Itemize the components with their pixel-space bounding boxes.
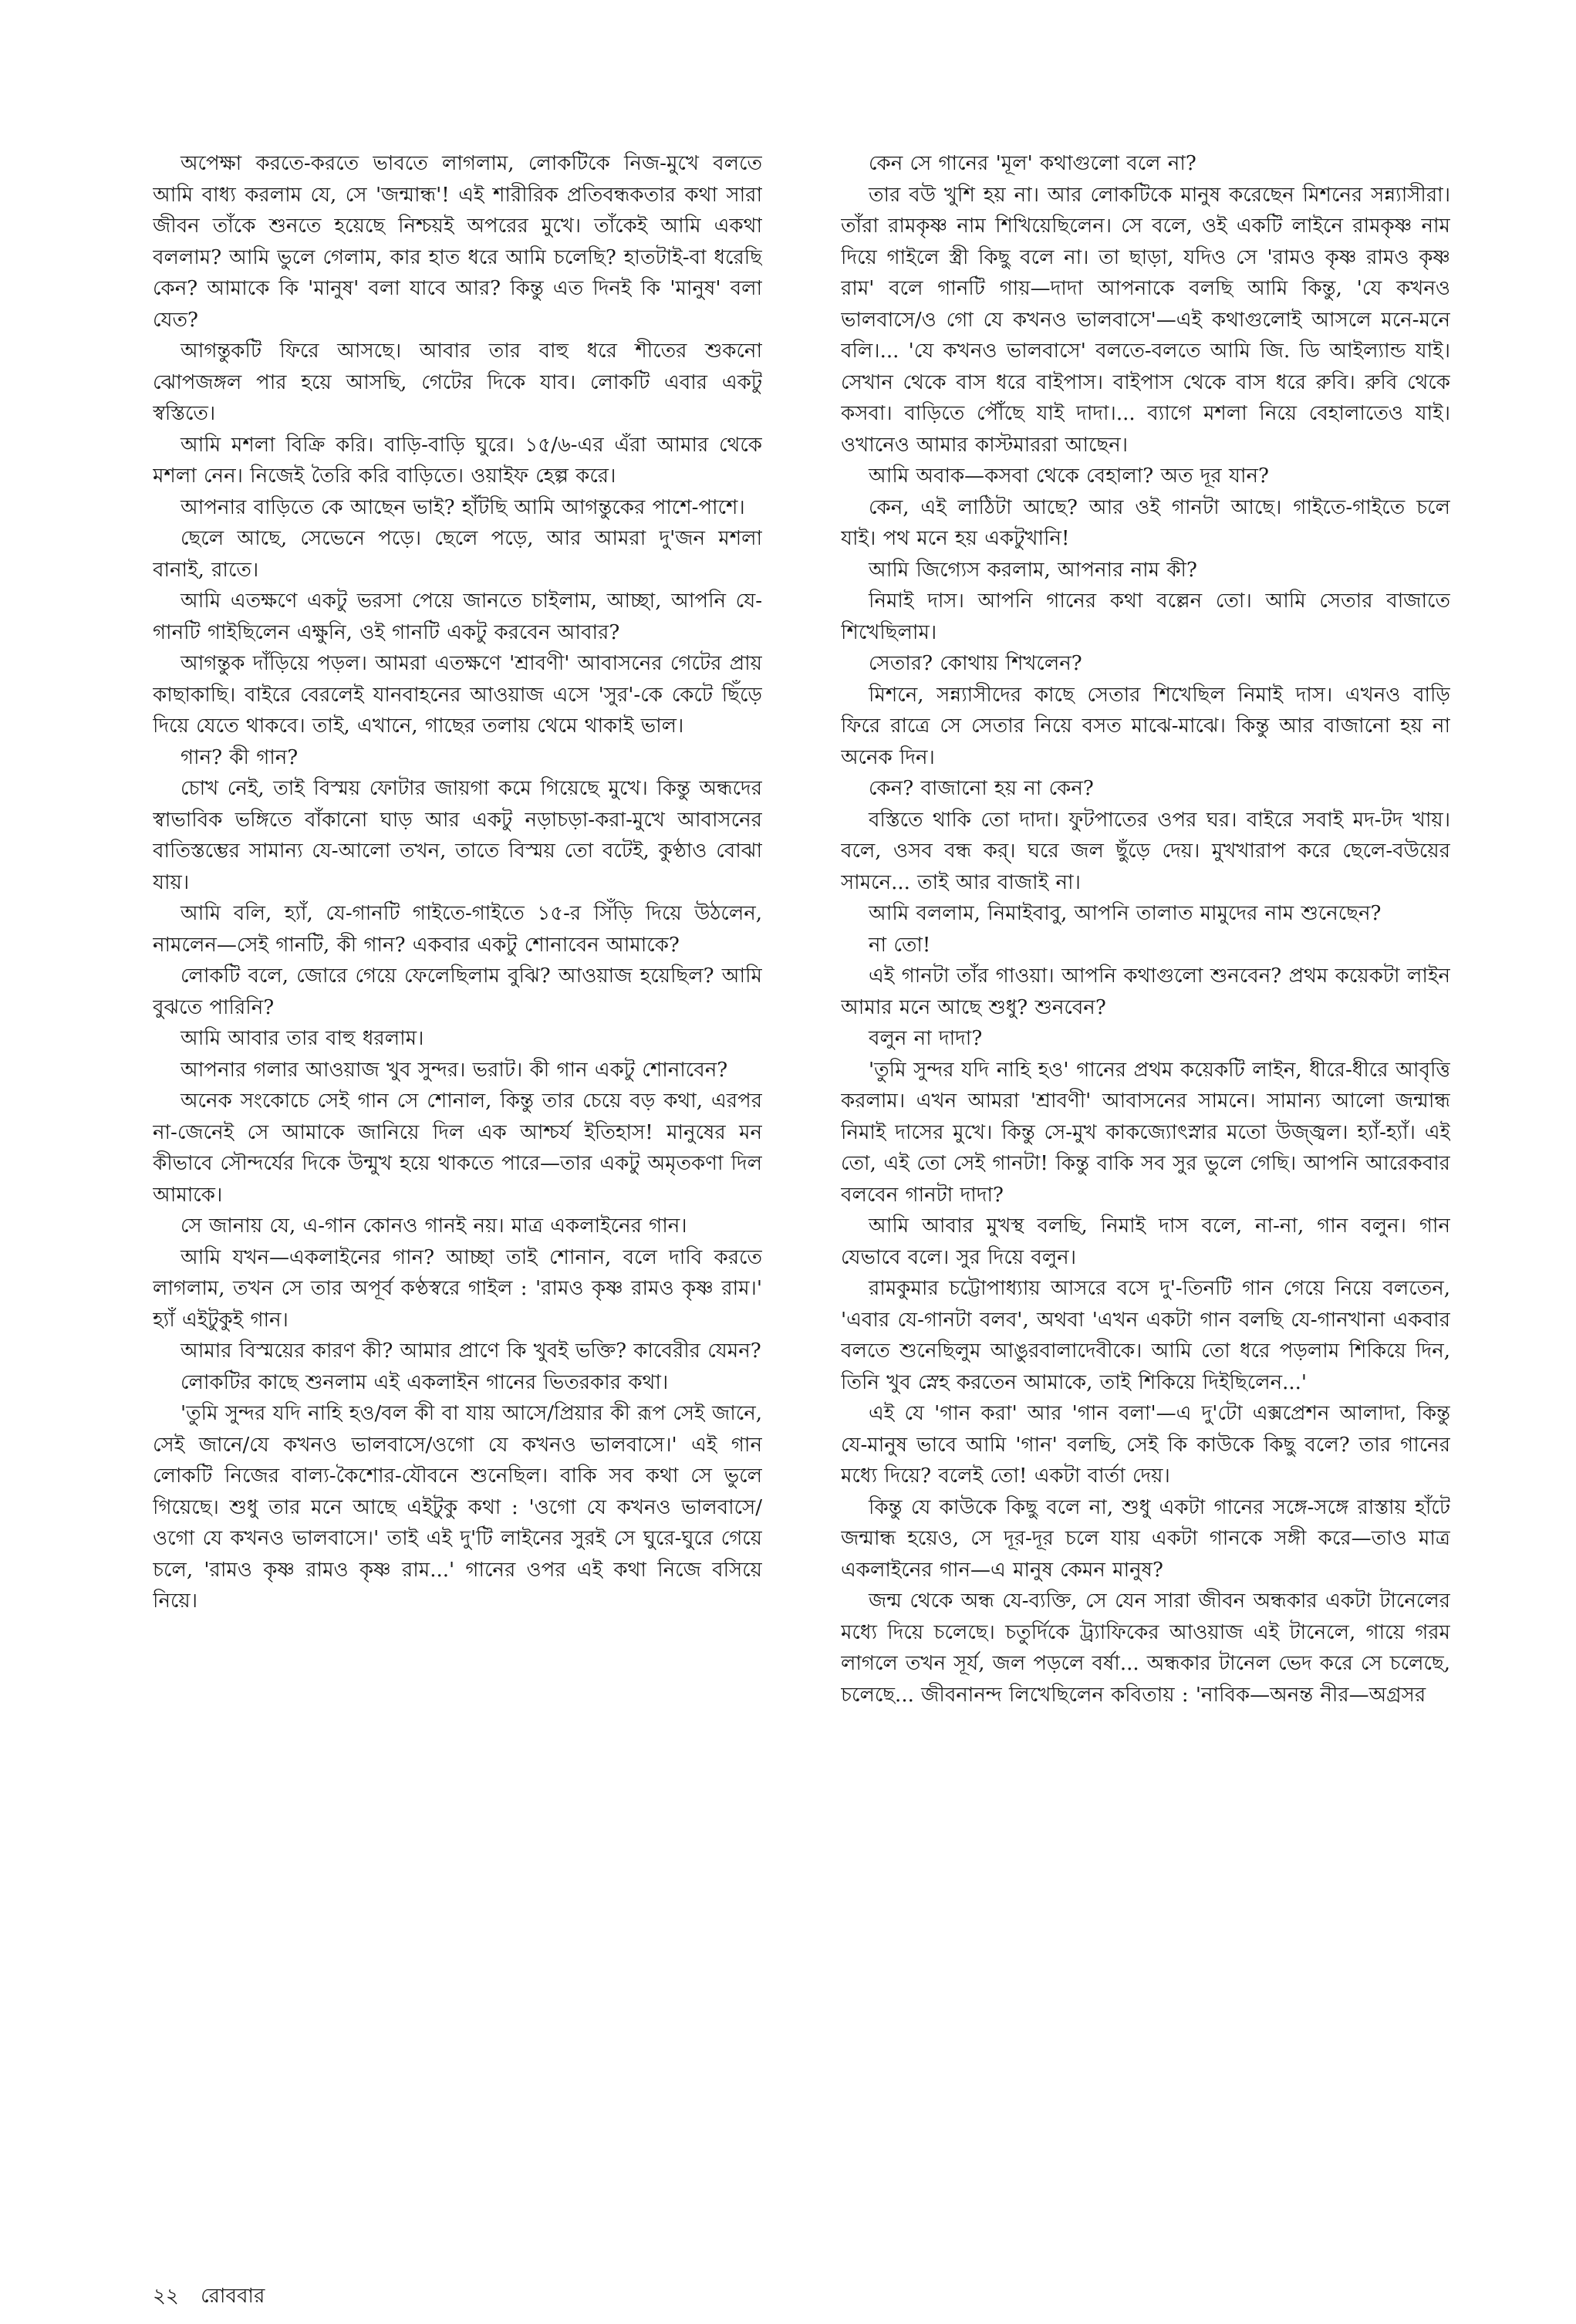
paragraph: আমার বিস্ময়ের কারণ কী? আমার প্রাণে কি খুবই ভক্তি? কাবেরীর যেমন?	[181, 1339, 761, 1363]
paragraph: লোকটি বলে, জোরে গেয়ে ফেলেছিলাম বুঝি? আওয়াজ হয়েছিল? আমি বুঝতে পারিনি?	[153, 964, 762, 1019]
paragraph: রামকুমার চট্টোপাধ্যায় আসরে বসে দু'-তিনটি গান গেয়ে নিয়ে বলতেন, 'এবার যে-গানটা বলব', অথবা 'এখন একটা গান বলছি যে-গানখানা একবার বলতে শুনেছিলুম আঙুরবালাদেবীকে। আমি তো ধরে পড়লাম শিকিয়ে দিন, তিনি খুব স্নেহ করতেন আমাকে, তাই শিকিয়ে দিইছিলেন...'	[841, 1277, 1450, 1394]
paragraph: এই যে 'গান করা' আর 'গান বলা'—এ দু'টো এক্সপ্রেশন আলাদা, কিন্তু যে-মানুষ ভাবে আমি 'গান' বলছি, সেই কি কাউকে কিছু বলে? তার গানের মধ্যে দিয়ে? বলেই তো! একটা বার্তা দেয়।	[841, 1402, 1450, 1488]
right-text-column	[841, 148, 1450, 2170]
left-text-column	[153, 148, 762, 2170]
paragraph: সেতার? কোথায় শিখলেন?	[869, 652, 1082, 675]
paragraph: আগন্তুকটি ফিরে আসছে। আবার তার বাহু ধরে শীতের শুকনো ঝোপজঙ্গল পার হয়ে আসছি, গেটের দিকে যাব। লোকটি এবার একটু স্বস্তিতে।	[153, 339, 762, 425]
paragraph: এই গানটা তাঁর গাওয়া। আপনি কথাগুলো শুনবেন? প্রথম কয়েকটা লাইন আমার মনে আছে শুধু? শুনবেন?	[841, 964, 1450, 1019]
paragraph: আপনার গলার আওয়াজ খুব সুন্দর। ভরাট। কী গান একটু শোনাবেন?	[181, 1058, 728, 1082]
paragraph: না তো!	[869, 933, 931, 957]
paragraph: কিন্তু যে কাউকে কিছু বলে না, শুধু একটা গানের সঙ্গে-সঙ্গে রাস্তায় হাঁটে জন্মান্ধ হয়েও, সে দূর-দূর চলে যায় একটা গানকে সঙ্গী করে—তাও মাত্র একলাইনের গান—এ মানুষ কেমন মানুষ?	[841, 1495, 1450, 1582]
page-footer	[153, 2282, 265, 2310]
paragraph: অপেক্ষা করতে-করতে ভাবতে লাগলাম, লোকটিকে নিজ-মুখে বলতে আমি বাধ্য করলাম যে, সে 'জন্মান্ধ'! এই শারীরিক প্রতিবন্ধকতার কথা সারা জীবন তাঁকে শুনতে হয়েছে নিশ্চয়ই অপরের মুখে। তাঁকেই আমি একথা বললাম? আমি ভুলে গেলাম, কার হাত ধরে আমি চলেছি? হাতটাই-বা ধরেছি কেন? আমাকে কি 'মানুষ' বলা যাবে আর? কিন্তু এত দিনই কি 'মানুষ' বলা যেত?	[153, 152, 762, 332]
paragraph: চোখ নেই, তাই বিস্ময় ফোটার জায়গা কমে গিয়েছে মুখে। কিন্তু অন্ধদের স্বাভাবিক ভঙ্গিতে বাঁকানো ঘাড় আর একটু নড়াচড়া-করা-মুখে আবাসনের বাতিস্তম্ভের সামান্য যে-আলো তখন, তাতে বিস্ময় তো বটেই, কুণ্ঠাও বোঝা যায়।	[153, 777, 762, 894]
paragraph: সে জানায় যে, এ-গান কোনও গানই নয়। মাত্র একলাইনের গান।	[181, 1214, 687, 1238]
paragraph: বলুন না দাদা?	[869, 1027, 983, 1050]
paragraph: নিমাই দাস। আপনি গানের কথা বল্লেন তো। আমি সেতার বাজাতে শিখেছিলাম।	[841, 589, 1450, 644]
paragraph: কেন সে গানের 'মূল' কথাগুলো বলে না?	[869, 152, 1196, 175]
paragraph: 'তুমি সুন্দর যদি নাহি হও/বল কী বা যায় আসে/প্রিয়ার কী রূপ সেই জানে, সেই জানে/যে কখনও ভালবাসে/ওগো যে কখনও ভালবাসে।' এই গান লোকটি নিজের বাল্য-কৈশোর-যৌবনে শুনেছিল। বাকি সব কথা সে ভুলে গিয়েছে। শুধু তার মনে আছে এইটুকু কথা : 'ওগো যে কখনও ভালবাসে/ওগো যে কখনও ভালবাসে।' তাই এই দু'টি লাইনের সুরই সে ঘুরে-ঘুরে গেয়ে চলে, 'রামও কৃষ্ণ রামও কৃষ্ণ রাম...' গানের ওপর এই কথা নিজে বসিয়ে নিয়ে।	[153, 1402, 762, 1613]
paragraph: আমি এতক্ষণে একটু ভরসা পেয়ে জানতে চাইলাম, আচ্ছা, আপনি যে-গানটি গাইছিলেন এক্ষুনি, ওই গানটি একটু করবেন আবার?	[153, 589, 762, 644]
page-number: ২২	[153, 2285, 179, 2308]
paragraph: আপনার বাড়িতে কে আছেন ভাই? হাঁটছি আমি আগন্তুকের পাশে-পাশে।	[181, 495, 745, 519]
paragraph: আমি আবার মুখস্থ বলছি, নিমাই দাস বলে, না-না, গান বলুন। গান যেভাবে বলে। সুর দিয়ে বলুন।	[841, 1214, 1450, 1269]
publication-name: রোববার	[201, 2285, 265, 2308]
paragraph: ছেলে আছে, সেভেনে পড়ে। ছেলে পড়ে, আর আমরা দু'জন মশলা বানাই, রাতে।	[153, 527, 762, 582]
paragraph: আমি যখন—একলাইনের গান? আচ্ছা তাই শোনান, বলে দাবি করতে লাগলাম, তখন সে তার অপূর্ব কণ্ঠস্বরে গাইল : 'রামও কৃষ্ণ রামও কৃষ্ণ রাম।' হ্যাঁ এইটুকুই গান।	[153, 1245, 762, 1332]
paragraph: আমি মশলা বিক্রি করি। বাড়ি-বাড়ি ঘুরে। ১৫/৬-এর এঁরা আমার থেকে মশলা নেন। নিজেই তৈরি করি বাড়িতে। ওয়াইফ হেল্প করে।	[153, 433, 762, 488]
paragraph: আগন্তুক দাঁড়িয়ে পড়ল। আমরা এতক্ষণে 'শ্রাবণী' আবাসনের গেটের প্রায় কাছাকাছি। বাইরে বেরলেই যানবাহনের আওয়াজ এসে 'সুর'-কে কেটে ছিঁড়ে দিয়ে যেতে থাকবে। তাই, এখানে, গাছের তলায় থেমে থাকাই ভাল।	[153, 652, 762, 738]
paragraph: কেন? বাজানো হয় না কেন?	[869, 777, 1094, 800]
paragraph: লোকটির কাছে শুনলাম এই একলাইন গানের ভিতরকার কথা।	[181, 1370, 669, 1394]
paragraph: 'তুমি সুন্দর যদি নাহি হও' গানের প্রথম কয়েকটি লাইন, ধীরে-ধীরে আবৃত্তি করলাম। এখন আমরা 'শ্রাবণী' আবাসনের সামনে। সামান্য আলো জন্মান্ধ নিমাই দাসের মুখে। কিন্তু সে-মুখ কাকজ্যোৎস্নার মতো উজ্জ্বল। হ্যাঁ-হ্যাঁ। এই তো, এই তো সেই গানটা! কিন্তু বাকি সব সুর ভুলে গেছি। আপনি আরেকবার বলবেন গানটা দাদা?	[841, 1058, 1450, 1207]
paragraph: গান? কী গান?	[181, 745, 299, 769]
paragraph: আমি আবার তার বাহু ধরলাম।	[181, 1027, 424, 1050]
paragraph: আমি বললাম, নিমাইবাবু, আপনি তালাত মামুদের নাম শুনেছেন?	[869, 902, 1382, 925]
paragraph: মিশনে, সন্ন্যাসীদের কাছে সেতার শিখেছিল নিমাই দাস। এখনও বাড়ি ফিরে রাত্রে সে সেতার নিয়ে বসত মাঝে-মাঝে। কিন্তু আর বাজানো হয় না অনেক দিন।	[841, 683, 1450, 769]
paragraph: অনেক সংকোচে সেই গান সে শোনাল, কিন্তু তার চেয়ে বড় কথা, এরপর না-জেনেই সে আমাকে জানিয়ে দিল এক আশ্চর্য ইতিহাস! মানুষের মন কীভাবে সৌন্দর্যের দিকে উন্মুখ হয়ে থাকতে পারে—তার একটু অমৃতকণা দিল আমাকে।	[153, 1089, 762, 1207]
paragraph: আমি জিগ্যেস করলাম, আপনার নাম কী?	[869, 558, 1197, 582]
paragraph: আমি বলি, হ্যাঁ, যে-গানটি গাইতে-গাইতে ১৫-র সিঁড়ি দিয়ে উঠলেন, নামলেন—সেই গানটি, কী গান? একবার একটু শোনাবেন আমাকে?	[153, 902, 762, 957]
paragraph: বস্তিতে থাকি তো দাদা। ফুটপাতের ওপর ঘর। বাইরে সবাই মদ-টদ খায়। বলে, ওসব বন্ধ কর্‌। ঘরে জল ছুঁড়ে দেয়। মুখখারাপ করে ছেলে-বউয়ের সামনে... তাই আর বাজাই না।	[841, 808, 1450, 894]
paragraph: তার বউ খুশি হয় না। আর লোকটিকে মানুষ করেছেন মিশনের সন্ন্যাসীরা। তাঁরা রামকৃষ্ণ নাম শিখিয়েছিলেন। সে বলে, ওই একটি লাইনে রামকৃষ্ণ নাম দিয়ে গাইলে স্ত্রী কিছু বলে না। তা ছাড়া, যদিও সে 'রামও কৃষ্ণ রামও কৃষ্ণ রাম' বলে গানটি গায়—দাদা আপনাকে বলছি আমি কিন্তু, 'যে কখনও ভালবাসে/ও গো যে কখনও ভালবাসে'—এই কথাগুলোই আসলে মনে-মনে বলি।... 'যে কখনও ভালবাসে' বলতে-বলতে আমি জি. ডি আইল্যান্ড যাই। সেখান থেকে বাস ধরে বাইপাস। বাইপাস থেকে বাস ধরে রুবি। রুবি থেকে কসবা। বাড়িতে পৌঁছে যাই দাদা।... ব্যাগে মশলা নিয়ে বেহালাতেও যাই। ওখানেও আমার কাস্টমাররা আছেন।	[841, 183, 1450, 457]
paragraph: কেন, এই লাঠিটা আছে? আর ওই গানটা আছে। গাইতে-গাইতে চলে যাই। পথ মনে হয় একটুখানি!	[841, 495, 1450, 550]
paragraph: জন্ম থেকে অন্ধ যে-ব্যক্তি, সে যেন সারা জীবন অন্ধকার একটা টানেলের মধ্যে দিয়ে চলেছে। চতুর্দিকে ট্র্যাফিকের আওয়াজ এই টানেলে, গায়ে গরম লাগলে তখন সূর্য, জল পড়লে বর্ষা... অন্ধকার টানেল ভেদ করে সে চলেছে, চলেছে... জীবনানন্দ লিখেছিলেন কবিতায় : 'নাবিক—অনন্ত নীর—অগ্রসর	[841, 1589, 1450, 1707]
paragraph: আমি অবাক—কসবা থেকে বেহালা? অত দূর যান?	[869, 464, 1269, 488]
